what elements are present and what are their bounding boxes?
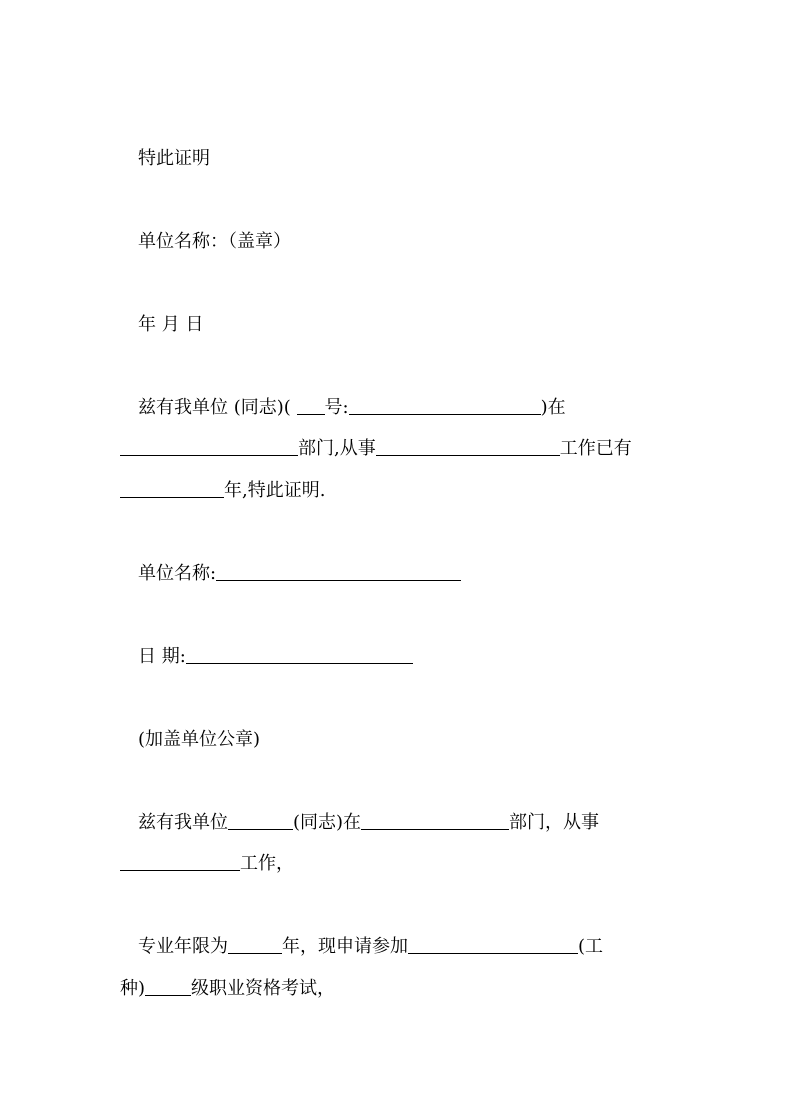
cert2-department-blank[interactable] (361, 811, 509, 830)
cert2-line-4 (120, 976, 335, 1002)
date-label: 日 期: (138, 646, 186, 667)
specialty-years-blank[interactable] (228, 935, 282, 954)
id-number-blank[interactable] (349, 396, 541, 415)
cert1-text-d: 部门,从事 (298, 438, 376, 459)
date-blank[interactable] (186, 645, 413, 664)
closing-statement (138, 146, 210, 172)
unit-name-label: 单位名称: (138, 563, 217, 584)
unit-name-blank[interactable] (216, 562, 461, 581)
stamp-note: (加盖单位公章) (138, 729, 261, 750)
cert2-line-1 (138, 810, 599, 836)
number-blank[interactable] (297, 396, 325, 415)
cert2-text-e: 专业年限为 (138, 936, 228, 957)
exam-blank[interactable] (408, 935, 578, 954)
cert1-text-e: 工作已有 (559, 438, 632, 459)
cert1-text-a: 兹有我单位 (同志)( (138, 397, 291, 418)
unit-name-seal-line (138, 229, 291, 255)
years-blank[interactable] (120, 479, 224, 498)
level-blank[interactable] (145, 977, 191, 996)
cert2-job-blank[interactable] (120, 852, 240, 871)
cert2-text-i: 级职业资格考试， (191, 978, 336, 999)
cert2-text-g: (工 (578, 936, 604, 957)
cert2-text-h: 种) (120, 978, 146, 999)
job-blank[interactable] (376, 437, 560, 456)
cert1-text-f: 年,特此证明. (224, 480, 326, 501)
cert1-line-1 (138, 395, 566, 421)
name-blank[interactable] (228, 811, 293, 830)
cert2-text-d: 工作， (240, 853, 294, 874)
unit-name-line (138, 561, 461, 587)
cert1-text-b: 号: (324, 397, 349, 418)
cert2-line-3 (138, 934, 603, 960)
cert2-line-2 (120, 851, 294, 877)
department-blank[interactable] (120, 437, 298, 456)
cert2-text-f: 年，现申请参加 (282, 936, 408, 957)
date-line (138, 312, 203, 338)
cert2-text-a: 兹有我单位 (138, 812, 228, 833)
stamp-note-line (138, 727, 260, 753)
cert2-text-b: (同志)在 (293, 812, 362, 833)
unit-name-seal-text: 单位名称：（盖章） (138, 231, 291, 252)
cert1-line-3 (120, 478, 325, 504)
cert2-text-c: 部门，从事 (509, 812, 600, 833)
date-field-line (138, 644, 413, 670)
cert1-line-2 (120, 436, 632, 462)
date-text: 年 月 日 (138, 314, 204, 335)
closing-text: 特此证明 (138, 148, 210, 169)
cert1-text-c: )在 (540, 397, 566, 418)
